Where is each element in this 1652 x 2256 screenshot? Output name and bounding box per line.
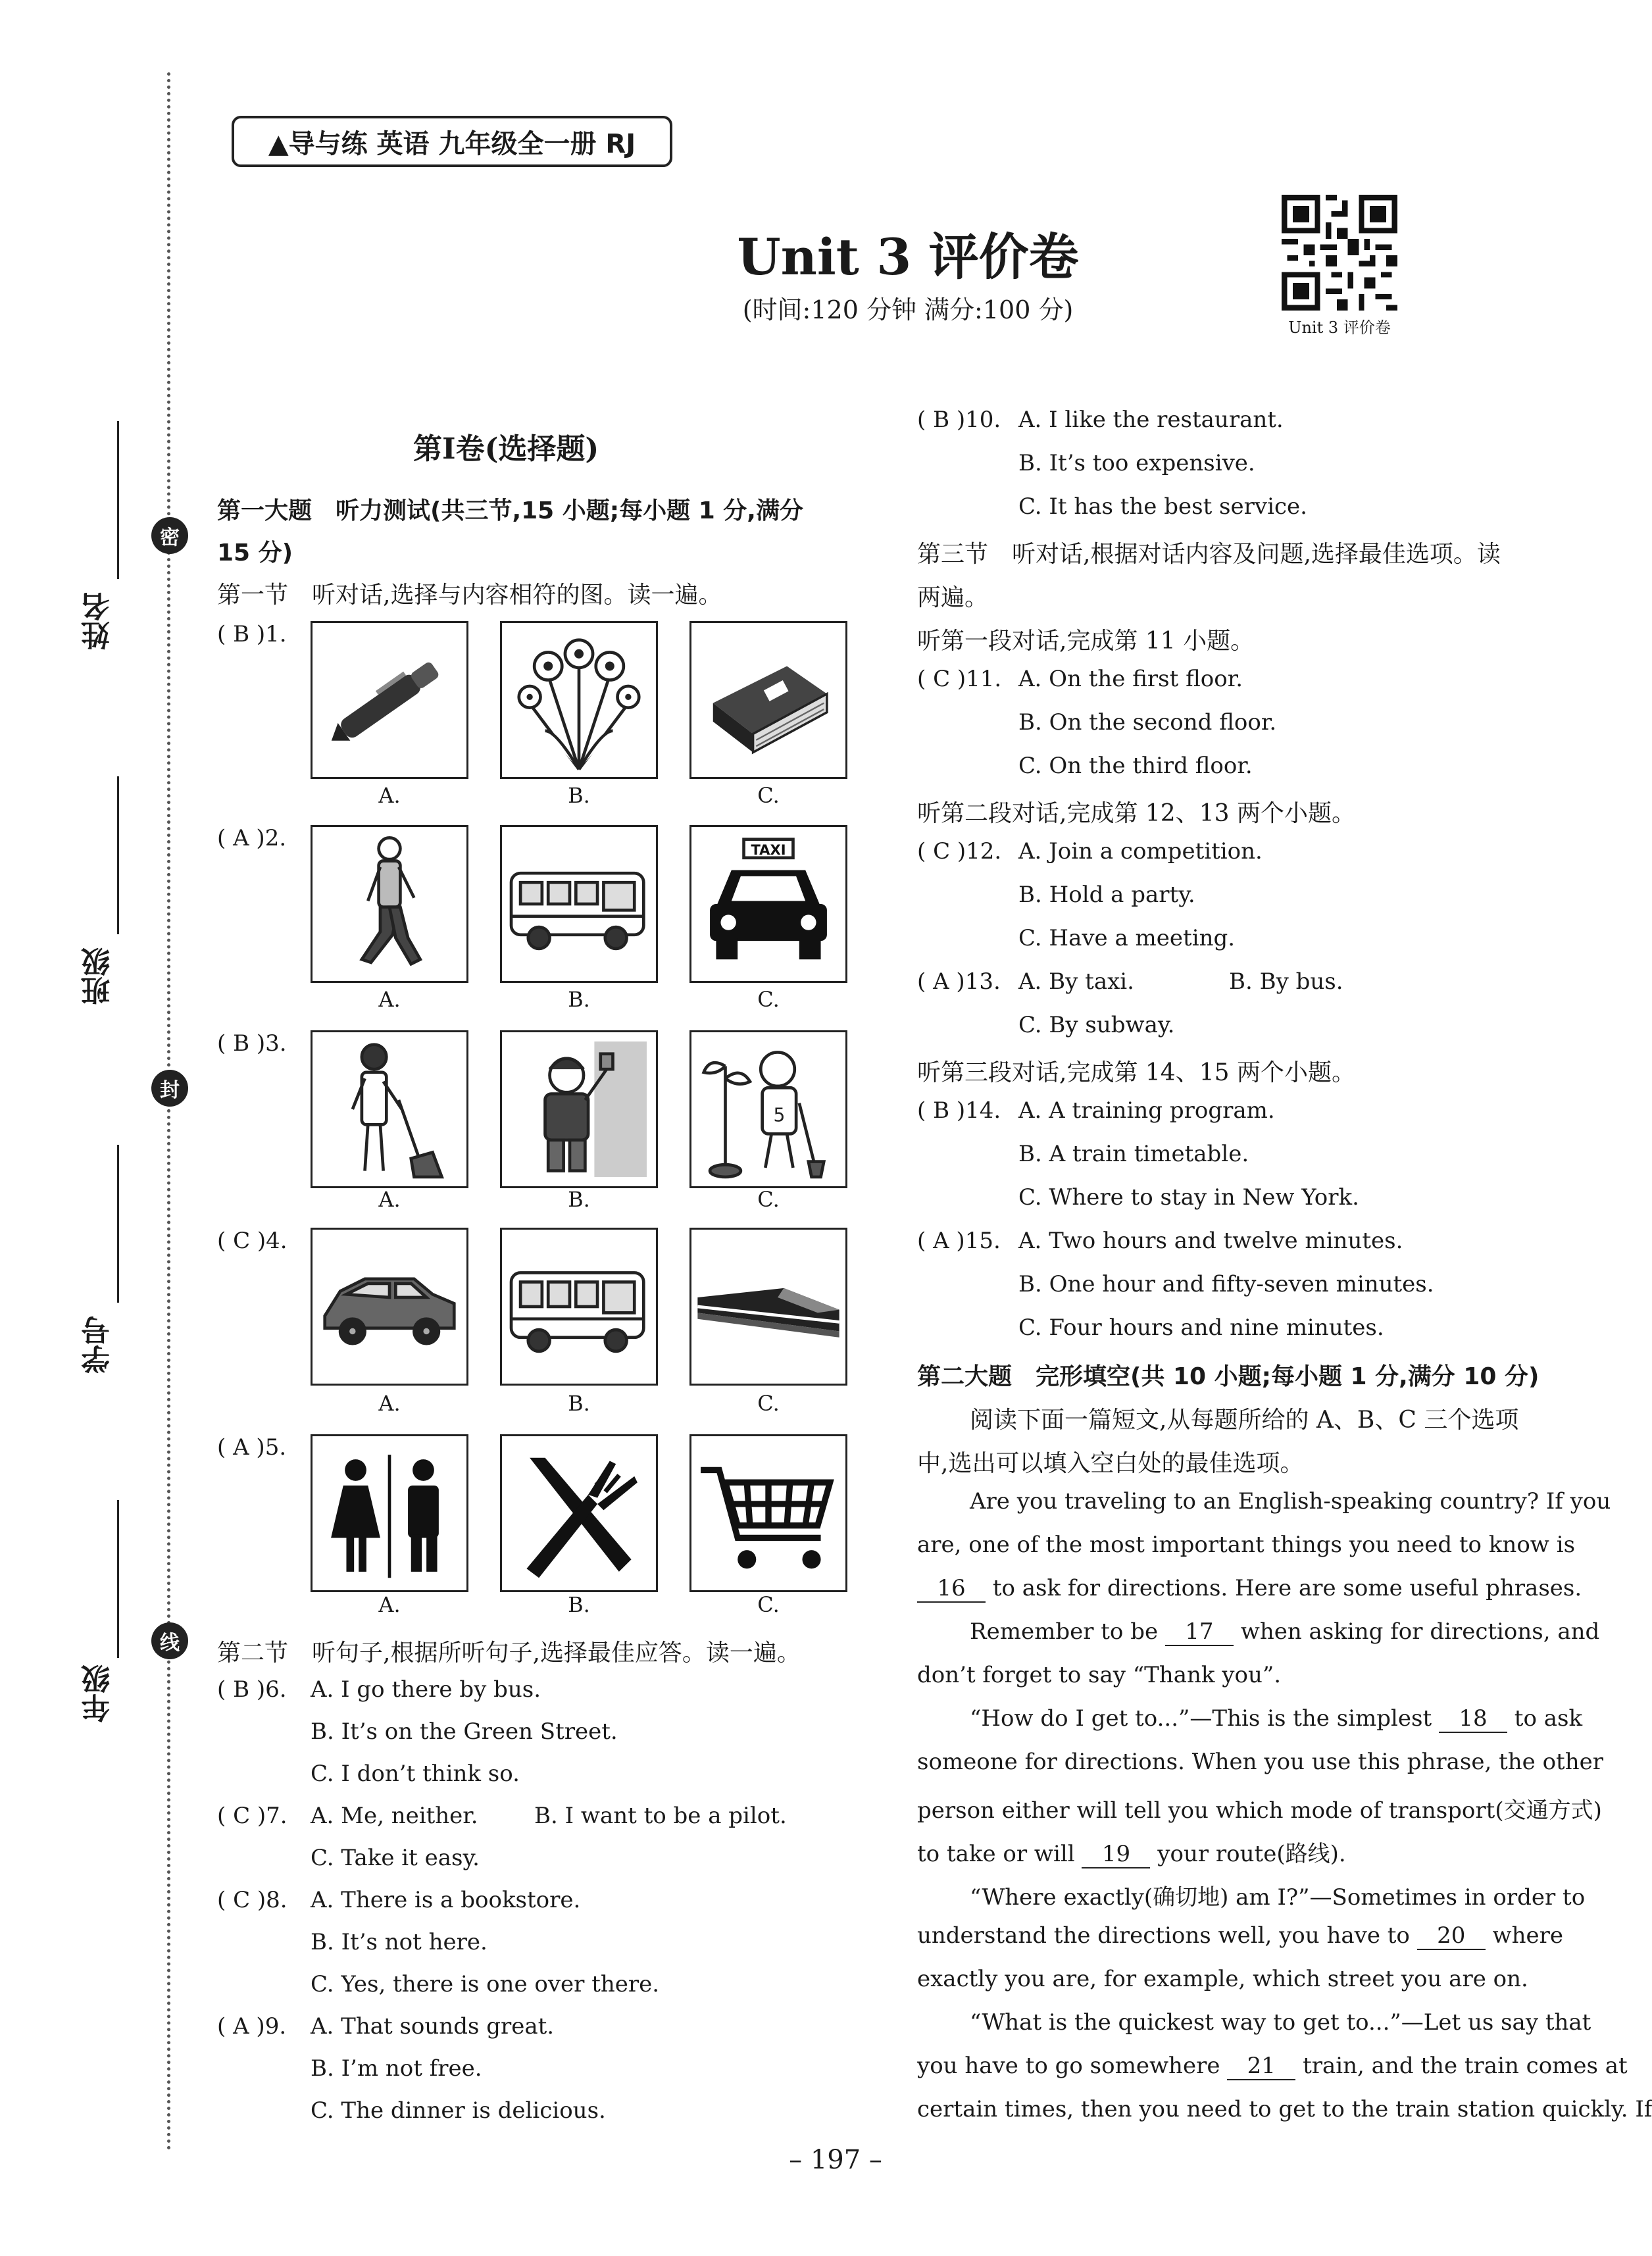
q8-option-a: A. There is a bookstore.: [311, 1887, 581, 1913]
q4-option-c-train-picture[interactable]: [689, 1228, 847, 1386]
q7-option-a: A. Me, neither.: [311, 1803, 478, 1829]
section1-part3-instruction-cont: 两遍。: [917, 584, 989, 611]
passage-line-14: [917, 2053, 1628, 2080]
passage-line-1: Are you traveling to an English-speaking country? If you: [970, 1488, 1611, 1515]
blank-20[interactable]: 20: [1417, 1922, 1486, 1950]
name-line: [117, 421, 119, 579]
q8-option-c: C. Yes, there is one over there.: [311, 1971, 660, 1997]
q4-option-b-bus-picture[interactable]: [500, 1228, 658, 1386]
q2-caption-a: A.: [378, 987, 401, 1012]
q12-option-c: C. Have a meeting.: [1018, 925, 1236, 951]
passage-line-13: “What is the quickest way to get to...”—Let us say that: [970, 2009, 1591, 2036]
q10-option-b: B. It’s too expensive.: [1018, 450, 1255, 476]
q13-prefix: ( A )13.: [917, 968, 1001, 995]
passage-line-4-text: Remember to be: [970, 1618, 1159, 1645]
q11-option-a: A. On the first floor.: [1018, 666, 1243, 692]
q11-prefix: ( C )11.: [917, 666, 1002, 692]
qr-code[interactable]: [1282, 195, 1397, 311]
q2-option-b-bus-picture[interactable]: [500, 825, 658, 983]
q9-option-c: C. The dinner is delicious.: [311, 2097, 606, 2124]
blank-17[interactable]: 17: [1165, 1618, 1234, 1646]
passage-line-4-end: when asking for directions, and: [1240, 1618, 1600, 1645]
section1-heading-cont: 15 分): [217, 539, 293, 566]
q3-option-b-painting-picture[interactable]: [500, 1030, 658, 1188]
q4-caption-a: A.: [378, 1391, 401, 1416]
blank-19[interactable]: 19: [1082, 1841, 1150, 1868]
q9-option-a: A. That sounds great.: [311, 2013, 555, 2040]
passage-line-15: certain times, then you need to get to the train station quickly. If: [917, 2096, 1652, 2122]
q13-option-c: C. By subway.: [1018, 1012, 1175, 1038]
grade-label: 年级: [82, 1665, 115, 1722]
q11-option-b: B. On the second floor.: [1018, 709, 1277, 736]
q14-option-c: C. Where to stay in New York.: [1018, 1184, 1359, 1211]
q9-option-b: B. I’m not free.: [311, 2055, 482, 2082]
name-label: 姓名: [82, 592, 115, 650]
q1-option-b-flowers-picture[interactable]: [500, 621, 658, 779]
passage-line-10: “Where exactly(确切地) am I?”—Sometimes in order to: [970, 1884, 1586, 1911]
section1-part1-instruction: 第一节 听对话,选择与内容相符的图。读一遍。: [217, 582, 722, 609]
passage-line-3-text: to ask for directions. Here are some useful phrases.: [992, 1575, 1582, 1601]
q6-option-a: A. I go there by bus.: [311, 1676, 541, 1703]
seal-xian: 线: [151, 1622, 188, 1659]
passage-line-14-end: train, and the train comes at: [1303, 2053, 1628, 2079]
passage-line-12: exactly you are, for example, which street you are on.: [917, 1966, 1528, 1992]
passage-line-9-end: your route(路线).: [1157, 1841, 1346, 1867]
blank-21[interactable]: 21: [1227, 2053, 1295, 2080]
q7-option-b: B. I want to be a pilot.: [534, 1803, 787, 1829]
q12-option-a: A. Join a competition.: [1018, 838, 1263, 865]
q13-option-a: A. By taxi.: [1018, 968, 1134, 995]
q4-caption-b: B.: [568, 1391, 590, 1416]
q15-option-b: B. One hour and fifty-seven minutes.: [1018, 1271, 1434, 1297]
svg-text:TAXI: TAXI: [751, 841, 786, 859]
q8-prefix: ( C )8.: [217, 1887, 288, 1913]
q1-caption-b: B.: [568, 783, 590, 808]
q6-prefix: ( B )6.: [217, 1676, 287, 1703]
passage-line-8: person either will tell you which mode of transport(交通方式): [917, 1797, 1602, 1824]
q13-option-b: B. By bus.: [1229, 968, 1343, 995]
q15-option-a: A. Two hours and twelve minutes.: [1018, 1228, 1403, 1254]
number-label: 学号: [82, 1316, 115, 1374]
passage-line-14-text: you have to go somewhere: [917, 2053, 1220, 2079]
binding-dotted-line: [167, 72, 170, 2151]
passage-line-6: [970, 1705, 1582, 1733]
q2-option-a-walking-picture[interactable]: [311, 825, 468, 983]
q10-prefix: ( B )10.: [917, 407, 1001, 433]
q2-caption-c: C.: [757, 987, 780, 1012]
blank-18[interactable]: 18: [1439, 1705, 1507, 1733]
passage-line-2: are, one of the most important things you need to know is: [917, 1532, 1576, 1558]
section2-intro: 阅读下面一篇短文,从每题所给的 A、B、C 三个选项: [970, 1407, 1519, 1434]
q7-option-c: C. Take it easy.: [311, 1845, 480, 1871]
q14-option-a: A. A training program.: [1018, 1097, 1275, 1124]
section2-intro-cont: 中,选出可以填入空白处的最佳选项。: [917, 1450, 1304, 1477]
passage-line-5: don’t forget to say “Thank you”.: [917, 1662, 1282, 1688]
q1-option-c-dictionary-picture[interactable]: [689, 621, 847, 779]
passage-line-6-end: to ask: [1514, 1705, 1583, 1732]
passage-line-3: [917, 1575, 1582, 1603]
seal-feng: 封: [151, 1070, 188, 1107]
part1-title: 第Ⅰ卷(选择题): [413, 432, 599, 466]
exam-info: (时间:120 分钟 满分:100 分): [742, 295, 1074, 324]
q6-option-c: C. I don’t think so.: [311, 1761, 520, 1787]
dialogue1-instruction: 听第一段对话,完成第 11 小题。: [917, 628, 1255, 655]
q2-caption-b: B.: [568, 987, 590, 1012]
page-title: Unit 3 评价卷: [737, 228, 1079, 286]
q3-caption-a: A.: [378, 1187, 401, 1212]
class-line: [117, 776, 119, 934]
q5-prefix: ( A )5.: [217, 1434, 287, 1461]
q15-option-c: C. Four hours and nine minutes.: [1018, 1315, 1384, 1341]
class-label: 班级: [82, 947, 115, 1005]
svg-text:5: 5: [773, 1104, 786, 1126]
q1-caption-a: A.: [378, 783, 401, 808]
dialogue3-instruction: 听第三段对话,完成第 14、15 两个小题。: [917, 1059, 1355, 1086]
section1-heading: 第一大题 听力测试(共三节,15 小题;每小题 1 分,满分: [217, 497, 803, 524]
q12-option-b: B. Hold a party.: [1018, 882, 1195, 908]
qr-caption: Unit 3 评价卷: [1288, 318, 1391, 337]
q2-option-c-taxi-picture[interactable]: [689, 825, 847, 983]
q14-option-b: B. A train timetable.: [1018, 1141, 1249, 1167]
q5-caption-c: C.: [757, 1592, 780, 1617]
section2-heading: 第二大题 完形填空(共 10 小题;每小题 1 分,满分 10 分): [917, 1363, 1539, 1390]
q3-caption-b: B.: [568, 1187, 590, 1212]
passage-line-9: [917, 1836, 1346, 1868]
passage-line-11: [917, 1922, 1563, 1950]
q12-prefix: ( C )12.: [917, 838, 1002, 865]
q2-prefix: ( A )2.: [217, 825, 287, 851]
number-line: [117, 1145, 119, 1303]
dialogue2-instruction: 听第二段对话,完成第 12、13 两个小题。: [917, 800, 1355, 827]
grade-line: [117, 1500, 119, 1658]
q3-caption-c: C.: [757, 1187, 780, 1212]
q6-option-b: B. It’s on the Green Street.: [311, 1718, 618, 1745]
section1-part3-instruction: 第三节 听对话,根据对话内容及问题,选择最佳选项。读: [917, 541, 1501, 568]
q4-prefix: ( C )4.: [217, 1228, 288, 1254]
q11-option-c: C. On the third floor.: [1018, 753, 1253, 779]
passage-line-11-end: where: [1492, 1922, 1564, 1949]
q9-prefix: ( A )9.: [217, 2013, 287, 2040]
passage-line-6-text: “How do I get to...”—This is the simplest: [970, 1705, 1432, 1732]
book-header: ▲导与练 英语 九年级全一册 RJ: [232, 116, 672, 167]
q4-option-a-car-picture[interactable]: [311, 1228, 468, 1386]
seal-mi: 密: [151, 517, 188, 554]
q3-option-a-sweeping-picture[interactable]: [311, 1030, 468, 1188]
q1-prefix: ( B )1.: [217, 621, 287, 647]
q10-option-a: A. I like the restaurant.: [1018, 407, 1284, 433]
q4-caption-c: C.: [757, 1391, 780, 1416]
q10-option-c: C. It has the best service.: [1018, 493, 1307, 520]
q5-option-a-restroom-picture[interactable]: [311, 1434, 468, 1592]
section1-part2-instruction: 第二节 听句子,根据所听句子,选择最佳应答。读一遍。: [217, 1640, 801, 1667]
q5-caption-a: A.: [378, 1592, 401, 1617]
q3-prefix: ( B )3.: [217, 1030, 287, 1057]
q5-option-c-shopping-cart-picture[interactable]: [689, 1434, 847, 1592]
q5-option-b-restaurant-picture[interactable]: [500, 1434, 658, 1592]
passage-line-9-text: to take or will: [917, 1841, 1075, 1867]
q1-option-a-pen-picture[interactable]: [311, 621, 468, 779]
q7-prefix: ( C )7.: [217, 1803, 288, 1829]
q14-prefix: ( B )14.: [917, 1097, 1001, 1124]
passage-line-11-text: understand the directions well, you have to: [917, 1922, 1410, 1949]
blank-16[interactable]: 16: [917, 1575, 986, 1603]
q15-prefix: ( A )15.: [917, 1228, 1001, 1254]
q3-option-c-planting-picture[interactable]: [689, 1030, 847, 1188]
page-number: – 197 –: [789, 2145, 882, 2175]
passage-line-7: someone for directions. When you use this phrase, the other: [917, 1749, 1603, 1775]
q5-caption-b: B.: [568, 1592, 590, 1617]
q1-caption-c: C.: [757, 783, 780, 808]
passage-line-4: [970, 1618, 1599, 1646]
q8-option-b: B. It’s not here.: [311, 1929, 488, 1955]
